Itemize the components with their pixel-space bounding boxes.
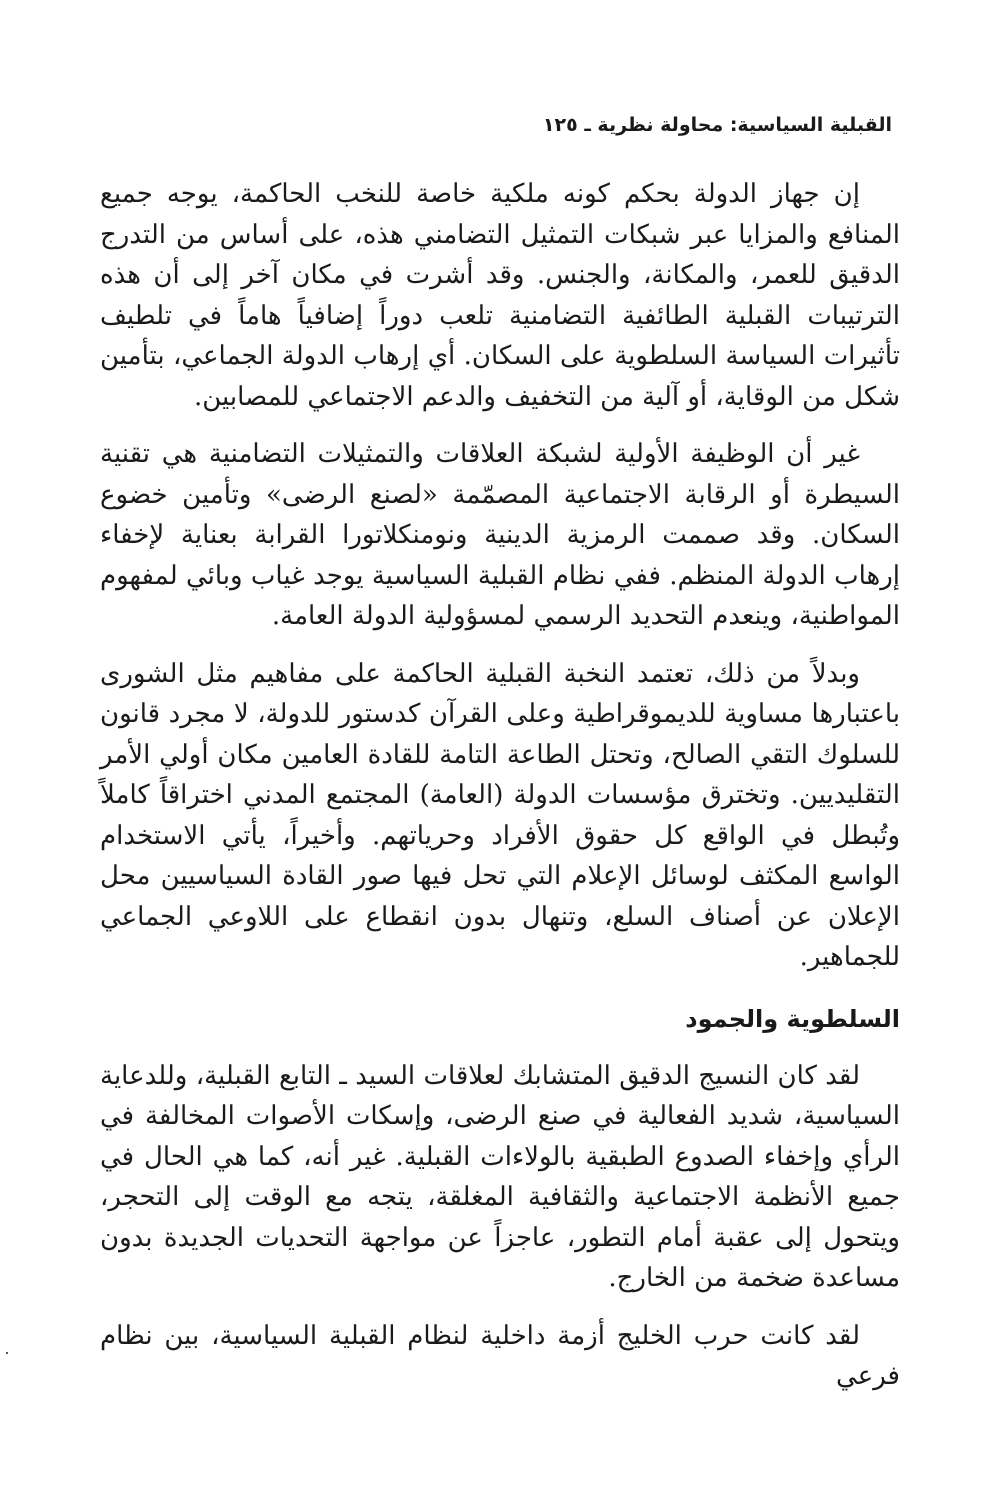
section-heading: السلطوية والجمود	[685, 1004, 900, 1033]
page-body	[100, 174, 900, 1397]
running-header: القبلية السياسية: محاولة نظرية ـ ١٢٥	[542, 114, 892, 136]
paragraph-3: وبدلاً من ذلك، تعتمد النخبة القبلية الحاكمة على مفاهيم مثل الشورى باعتبارها مساوية للديموقراطية وعلى القرآن كدستور للدولة، لا مجرد قانون للسلوك التقي الصالح، وتحتل الطاعة التامة للقادة العامين مكان أولي الأمر التقليديين. وتخترق مؤسسات الدولة (العامة) المجتمع المدني اختراقاً كاملاً وتُبطل في الواقع كل حقوق الأفراد وحرياتهم. وأخيراً، يأتي الاستخدام الواسع المكثف لوسائل الإعلام التي تحل فيها صور القادة السياسيين محل الإعلان عن أصناف السلع، وتنهال بدون انقطاع على اللاوعي الجماعي للجماهير.	[100, 658, 900, 972]
scan-speck	[6, 1352, 8, 1354]
paragraph-1: إن جهاز الدولة بحكم كونه ملكية خاصة للنخب الحاكمة، يوجه جميع المنافع والمزايا عبر شبكات التمثيل التضامني هذه، على أساس من التدرج الدقيق للعمر، والمكانة، والجنس. وقد أشرت في مكان آخر إلى أن هذه الترتيبات القبلية الطائفية التضامنية تلعب دوراً إضافياً هاماً في تلطيف تأثيرات السياسة السلطوية على السكان. أي إرهاب الدولة الجماعي، بتأمين شكل من الوقاية، أو آلية من التخفيف والدعم الاجتماعي للمصابين.	[100, 179, 900, 412]
section-paragraph-2: لقد كانت حرب الخليج أزمة داخلية لنظام القبلية السياسية، بين نظام فرعي	[100, 1320, 900, 1391]
section-paragraph-1: لقد كان النسيج الدقيق المتشابك لعلاقات السيد ـ التابع القبلية، وللدعاية السياسية، شديد الفعالية في صنع الرضى، وإسكات الأصوات المخالفة في الرأي وإخفاء الصدوع الطبقية بالولاءات القبلية. غير أنه، كما هي الحال في جميع الأنظمة الاجتماعية والثقافية المغلقة، يتجه مع الوقت إلى التحجر، ويتحول إلى عقبة أمام التطور، عاجزاً عن مواجهة التحديات الجديدة بدون مساعدة ضخمة من الخارج.	[100, 1060, 900, 1293]
paragraph-2: غير أن الوظيفة الأولية لشبكة العلاقات والتمثيلات التضامنية هي تقنية السيطرة أو الرقابة الاجتماعية المصمّمة «لصنع الرضى» وتأمين خضوع السكان. وقد صممت الرمزية الدينية ونومنكلاتورا القرابة بعناية لإخفاء إرهاب الدولة المنظم. ففي نظام القبلية السياسية يوجد غياب وبائي لمفهوم المواطنية، وينعدم التحديد الرسمي لمسؤولية الدولة العامة.	[100, 439, 900, 631]
